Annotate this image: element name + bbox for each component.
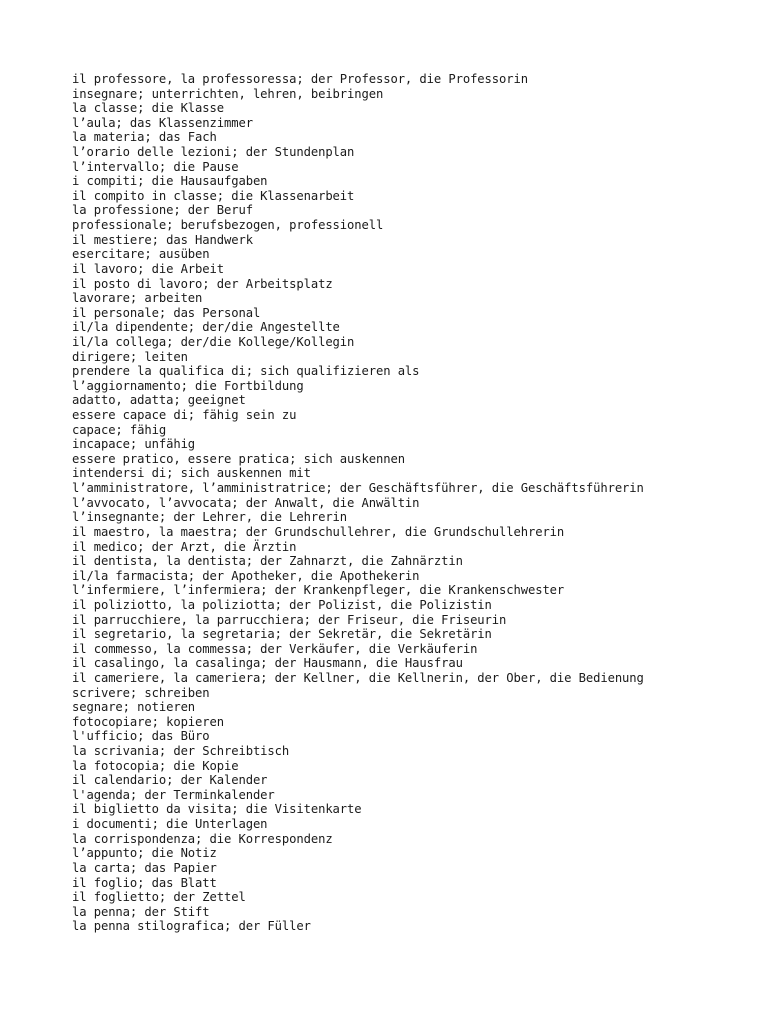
vocab-line: segnare; notieren	[72, 700, 196, 715]
vocab-line: il compito in classe; die Klassenarbeit	[72, 188, 355, 203]
vocab-line: il maestro, la maestra; der Grundschullehrer, die Grundschullehrerin	[72, 524, 565, 539]
vocab-line: capace; fähig	[72, 422, 167, 437]
vocab-line: la scrivania; der Schreibtisch	[72, 744, 290, 759]
vocab-line: essere capace di; fähig sein zu	[72, 408, 297, 423]
vocab-line: l’amministratore, l’amministratrice; der Geschäftsführer, die Geschäftsführerin	[72, 481, 644, 496]
vocab-line: il foglio; das Blatt	[72, 875, 217, 890]
vocab-line: incapace; unfähig	[72, 437, 196, 452]
vocab-line: il lavoro; die Arbeit	[72, 261, 224, 276]
vocab-line: dirigere; leiten	[72, 349, 188, 364]
vocab-line: il medico; der Arzt, die Ärztin	[72, 539, 297, 554]
vocab-line: il parrucchiere, la parrucchiera; der Friseur, die Friseurin	[72, 612, 507, 627]
vocab-line: il poliziotto, la poliziotta; der Polizist, die Polizistin	[72, 597, 492, 612]
vocab-line: l’aula; das Klassenzimmer	[72, 115, 253, 130]
vocab-line: l’avvocato, l’avvocata; der Anwalt, die Anwältin	[72, 495, 420, 510]
vocab-line: essere pratico, essere pratica; sich auskennen	[72, 451, 405, 466]
vocab-line: il foglietto; der Zettel	[72, 890, 246, 905]
vocab-line: il/la dipendente; der/die Angestellte	[72, 320, 340, 335]
vocabulary-document	[72, 72, 752, 934]
vocab-line: il casalingo, la casalinga; der Hausmann, die Hausfrau	[72, 656, 463, 671]
vocab-line: l'agenda; der Terminkalender	[72, 787, 275, 802]
vocab-line: lavorare; arbeiten	[72, 291, 203, 306]
vocab-line: i compiti; die Hausaufgaben	[72, 174, 268, 189]
vocab-line: il personale; das Personal	[72, 305, 261, 320]
vocab-line: scrivere; schreiben	[72, 685, 210, 700]
vocab-line: insegnare; unterrichten, lehren, beibringen	[72, 86, 384, 101]
vocab-line: l’infermiere, l’infermiera; der Krankenpfleger, die Krankenschwester	[72, 583, 565, 598]
vocab-line: la corrispondenza; die Korrespondenz	[72, 831, 333, 846]
vocab-line: il cameriere, la cameriera; der Kellner, die Kellnerin, der Ober, die Bedienung	[72, 670, 644, 685]
vocab-line: il mestiere; das Handwerk	[72, 232, 253, 247]
vocab-line: adatto, adatta; geeignet	[72, 393, 246, 408]
vocab-line: la professione; der Beruf	[72, 203, 253, 218]
vocab-line: il segretario, la segretaria; der Sekretär, die Sekretärin	[72, 627, 492, 642]
vocab-line: fotocopiare; kopieren	[72, 714, 224, 729]
vocab-line: la penna stilografica; der Füller	[72, 919, 311, 934]
vocab-line: l’insegnante; der Lehrer, die Lehrerin	[72, 510, 348, 525]
vocab-line: il commesso, la commessa; der Verkäufer, die Verkäuferin	[72, 641, 478, 656]
vocab-line: esercitare; ausüben	[72, 247, 210, 262]
vocab-line: il posto di lavoro; der Arbeitsplatz	[72, 276, 333, 291]
vocab-line: il professore, la professoressa; der Professor, die Professorin	[72, 72, 528, 86]
vocab-line: la fotocopia; die Kopie	[72, 758, 239, 773]
vocab-line: i documenti; die Unterlagen	[72, 817, 268, 832]
vocab-line: l’aggiornamento; die Fortbildung	[72, 378, 304, 393]
vocab-line: la materia; das Fach	[72, 130, 217, 145]
vocab-line: il dentista, la dentista; der Zahnarzt, die Zahnärztin	[72, 554, 463, 569]
vocab-line: la penna; der Stift	[72, 904, 210, 919]
vocab-line: il/la collega; der/die Kollege/Kollegin	[72, 334, 355, 349]
vocab-line: intendersi di; sich auskennen mit	[72, 466, 311, 481]
vocab-line: l’intervallo; die Pause	[72, 159, 239, 174]
vocab-line: professionale; berufsbezogen, professionell	[72, 218, 384, 233]
vocab-line: la carta; das Papier	[72, 860, 217, 875]
vocab-line: l’orario delle lezioni; der Stundenplan	[72, 145, 355, 160]
vocab-line: prendere la qualifica di; sich qualifizieren als	[72, 364, 420, 379]
vocab-line: l'ufficio; das Büro	[72, 729, 210, 744]
vocab-line: la classe; die Klasse	[72, 101, 224, 116]
vocab-line: il calendario; der Kalender	[72, 773, 268, 788]
vocab-line: il biglietto da visita; die Visitenkarte	[72, 802, 362, 817]
vocab-line: il/la farmacista; der Apotheker, die Apothekerin	[72, 568, 420, 583]
vocab-line: l’appunto; die Notiz	[72, 846, 217, 861]
